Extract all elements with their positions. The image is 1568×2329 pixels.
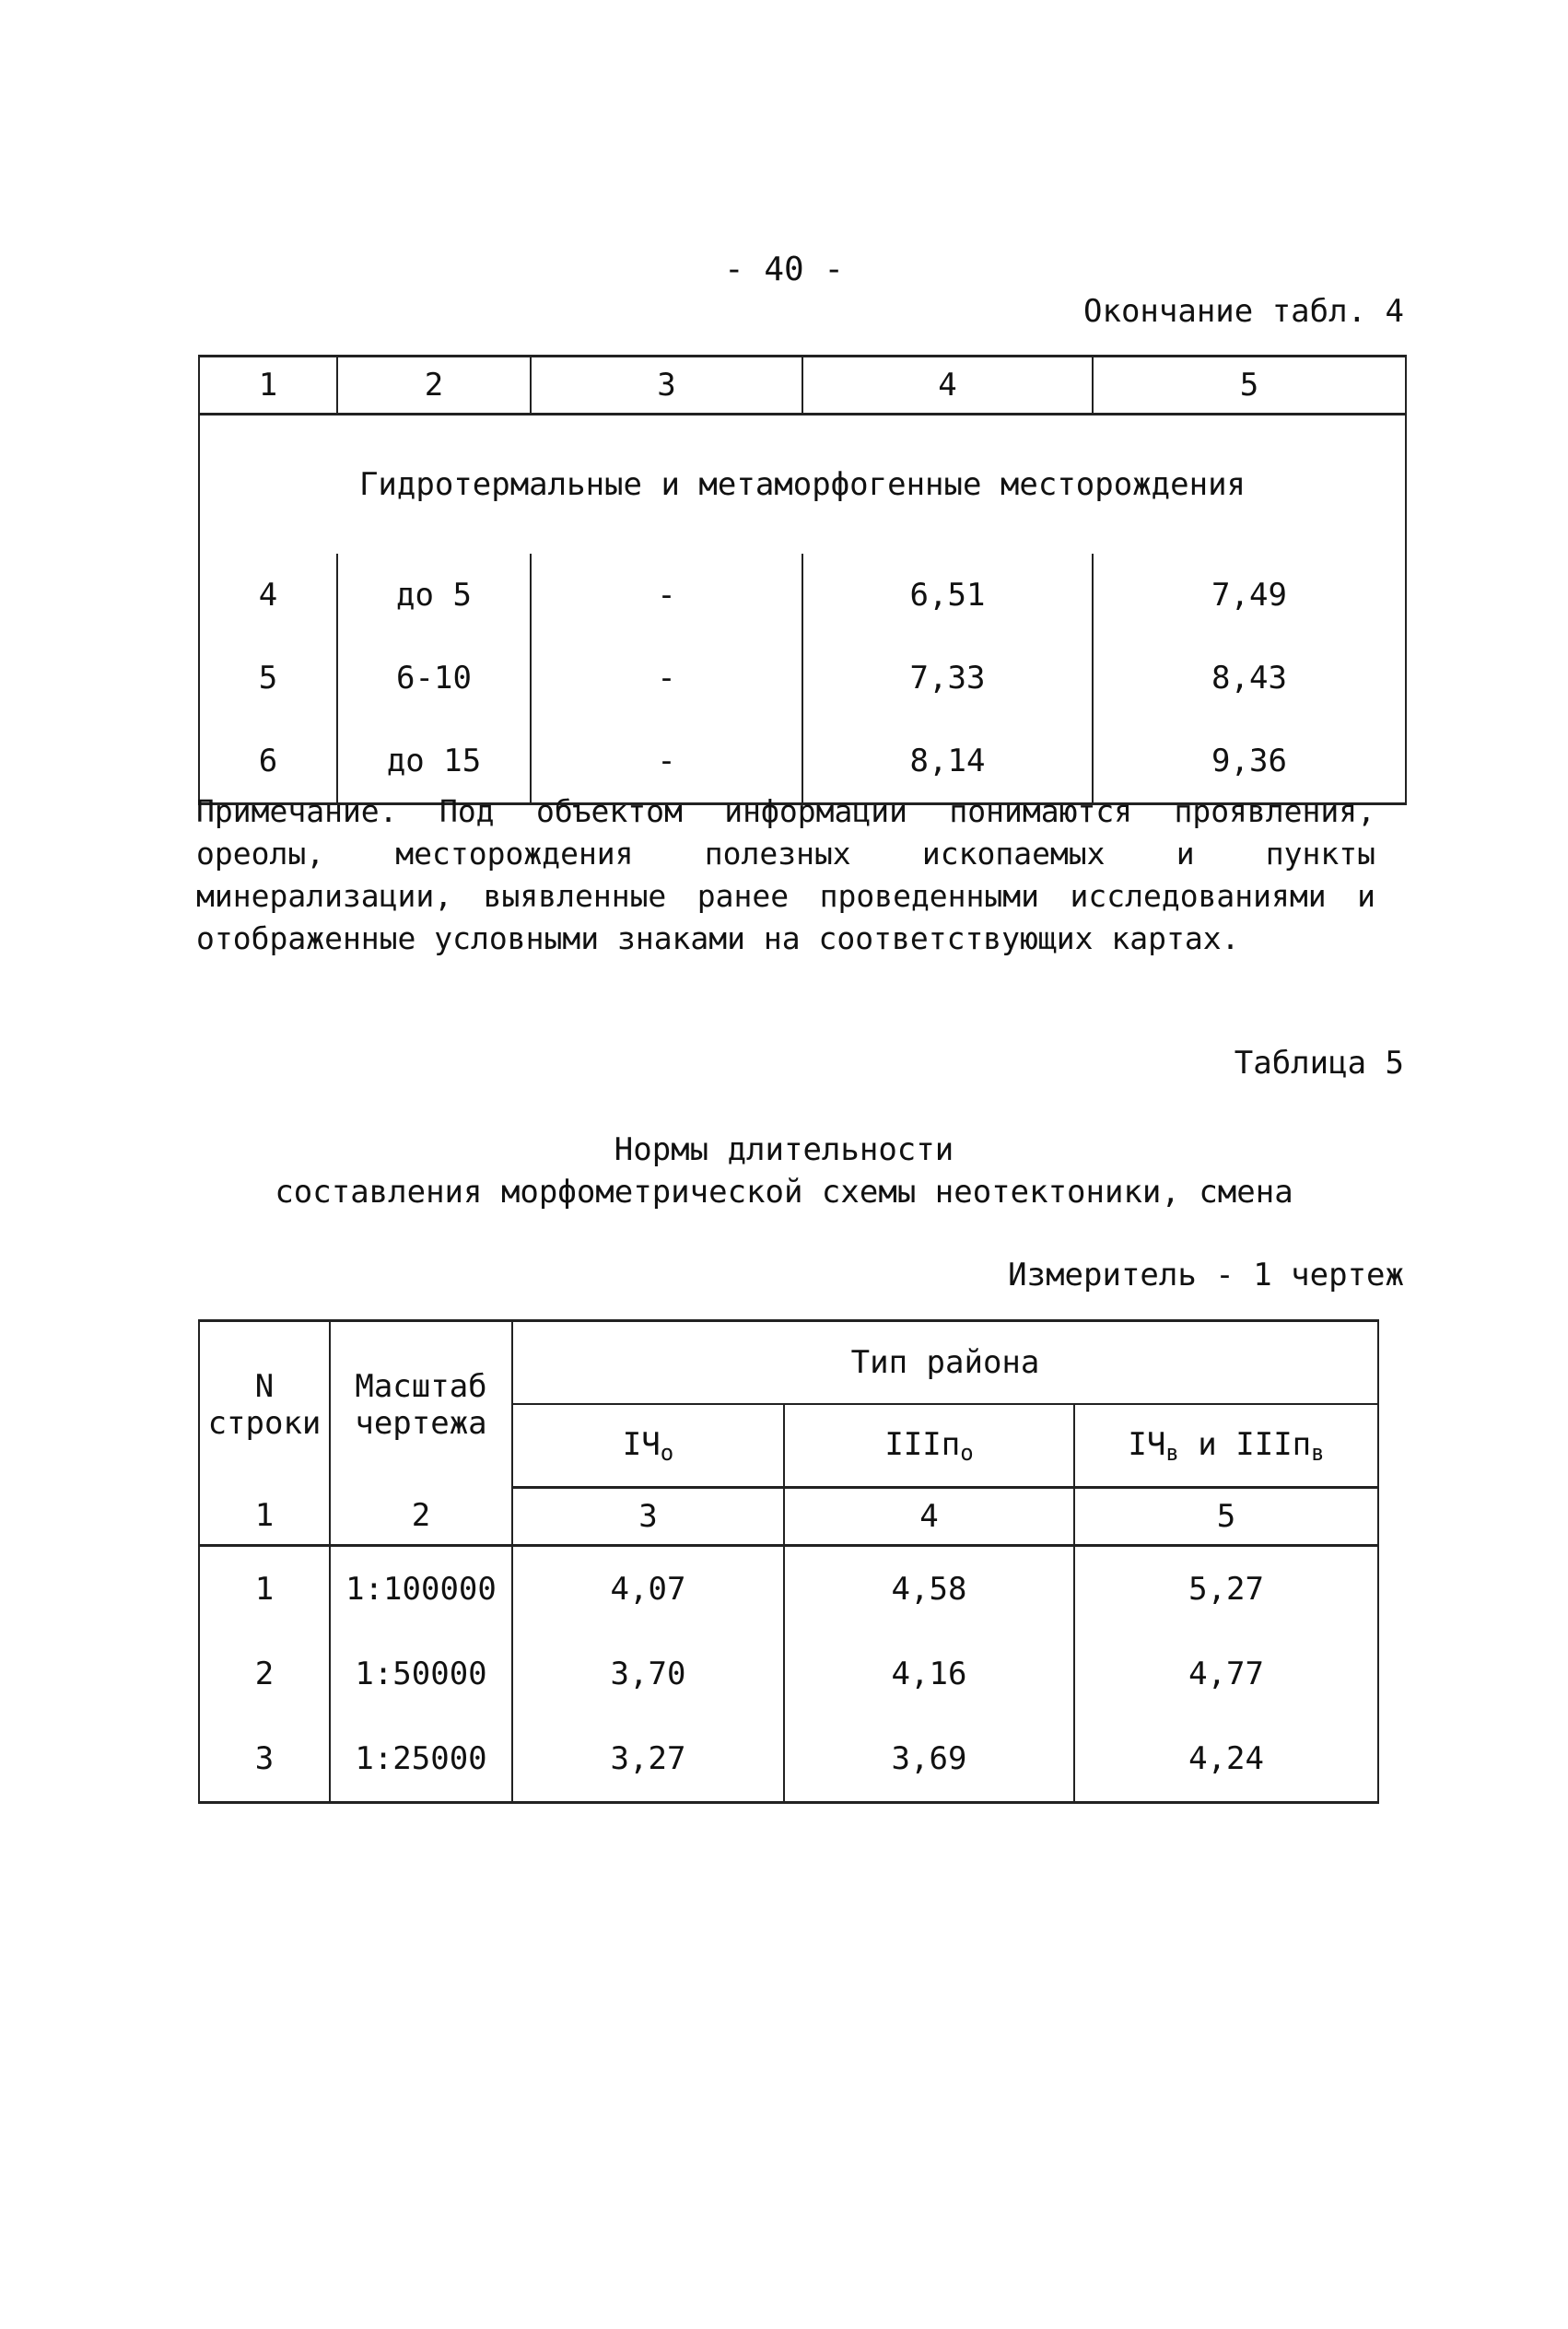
cell: 4,58	[784, 1546, 1074, 1633]
subheader-main: IЧ	[1128, 1425, 1166, 1463]
cell: 1:100000	[330, 1546, 512, 1633]
section-title: Гидротермальные и метаморфогенные месторождения	[199, 415, 1406, 555]
cell: 8,14	[802, 720, 1093, 804]
table-continuation-caption: Окончание табл. 4	[1083, 293, 1404, 330]
cell: 3,69	[784, 1716, 1074, 1803]
table-header-row	[199, 357, 1406, 415]
subheader-main: IIIп	[1235, 1425, 1312, 1463]
col-header: 4	[802, 357, 1093, 415]
cell: 4,16	[784, 1632, 1074, 1716]
col-number: 4	[784, 1488, 1074, 1546]
cell: 8,43	[1093, 637, 1406, 720]
cell: 1:50000	[330, 1632, 512, 1716]
col-header: 3	[531, 357, 802, 415]
subheader-main: IЧ	[622, 1425, 661, 1463]
table-label: Таблица 5	[1234, 1045, 1404, 1082]
subheader-subscript: в	[1165, 1439, 1179, 1466]
table-row	[199, 554, 1406, 637]
table-header-row	[199, 1321, 1378, 1405]
col-number: 3	[512, 1488, 784, 1546]
table-title-line-2: составления морфометрической схемы неотектоники, смена	[275, 1174, 1293, 1211]
cell: 4,24	[1074, 1716, 1378, 1803]
header-text: строки	[207, 1404, 322, 1442]
cell: 7,33	[802, 637, 1093, 720]
cell: 3,27	[512, 1716, 784, 1803]
cell: 3	[199, 1716, 330, 1803]
col-group-header-region-type: Тип района	[512, 1321, 1378, 1405]
cell: 3,70	[512, 1632, 784, 1716]
header-text: Масштаб	[355, 1367, 487, 1405]
subheader-1	[512, 1404, 784, 1488]
header-text: чертежа	[355, 1404, 487, 1442]
col-header-row-number	[199, 1321, 330, 1488]
cell: до 15	[337, 720, 531, 804]
table-unit: Измеритель - 1 чертеж	[1008, 1257, 1404, 1293]
cell: 7,49	[1093, 554, 1406, 637]
cell: -	[531, 720, 802, 804]
cell: до 5	[337, 554, 531, 637]
col-header: 5	[1093, 357, 1406, 415]
subheader-3	[1074, 1404, 1378, 1488]
col-number: 1	[199, 1488, 330, 1546]
cell: 4,07	[512, 1546, 784, 1633]
subheader-subscript: о	[660, 1439, 674, 1466]
col-number: 2	[330, 1488, 512, 1546]
subheader-main: IIIп	[884, 1425, 961, 1463]
cell: -	[531, 637, 802, 720]
note-paragraph: Примечание. Под объектом информации понимаются проявления, ореолы, месторождения полезных ископаемых и пункты минерализации, выявленные ранее проведенными исследованиями и отображенные условными знаками на соответствующих картах.	[196, 793, 1375, 956]
subheader-subscript: о	[960, 1439, 974, 1466]
cell: 6,51	[802, 554, 1093, 637]
table-row	[199, 1546, 1378, 1633]
subheader-subscript: в	[1311, 1439, 1325, 1466]
cell: 1	[199, 1546, 330, 1633]
table-4-end	[198, 355, 1407, 805]
table-5	[198, 1319, 1379, 1804]
cell: 4,77	[1074, 1632, 1378, 1716]
cell: -	[531, 554, 802, 637]
column-number-row	[199, 1488, 1378, 1546]
cell: 6	[199, 720, 337, 804]
subheader-2	[784, 1404, 1074, 1488]
cell: 5	[199, 637, 337, 720]
page-number: - 40 -	[723, 251, 845, 288]
subheader-conjunction: и	[1198, 1425, 1217, 1463]
table-title-line-1: Нормы длительности	[614, 1131, 954, 1168]
cell: 5,27	[1074, 1546, 1378, 1633]
col-header: 1	[199, 357, 337, 415]
cell: 4	[199, 554, 337, 637]
col-header-scale	[330, 1321, 512, 1488]
col-header: 2	[337, 357, 531, 415]
cell: 6-10	[337, 637, 531, 720]
table-row	[199, 1716, 1378, 1803]
cell: 1:25000	[330, 1716, 512, 1803]
table-row	[199, 1632, 1378, 1716]
header-text: N	[254, 1367, 275, 1405]
cell: 2	[199, 1632, 330, 1716]
cell: 9,36	[1093, 720, 1406, 804]
section-row	[199, 415, 1406, 555]
table-row	[199, 637, 1406, 720]
col-number: 5	[1074, 1488, 1378, 1546]
